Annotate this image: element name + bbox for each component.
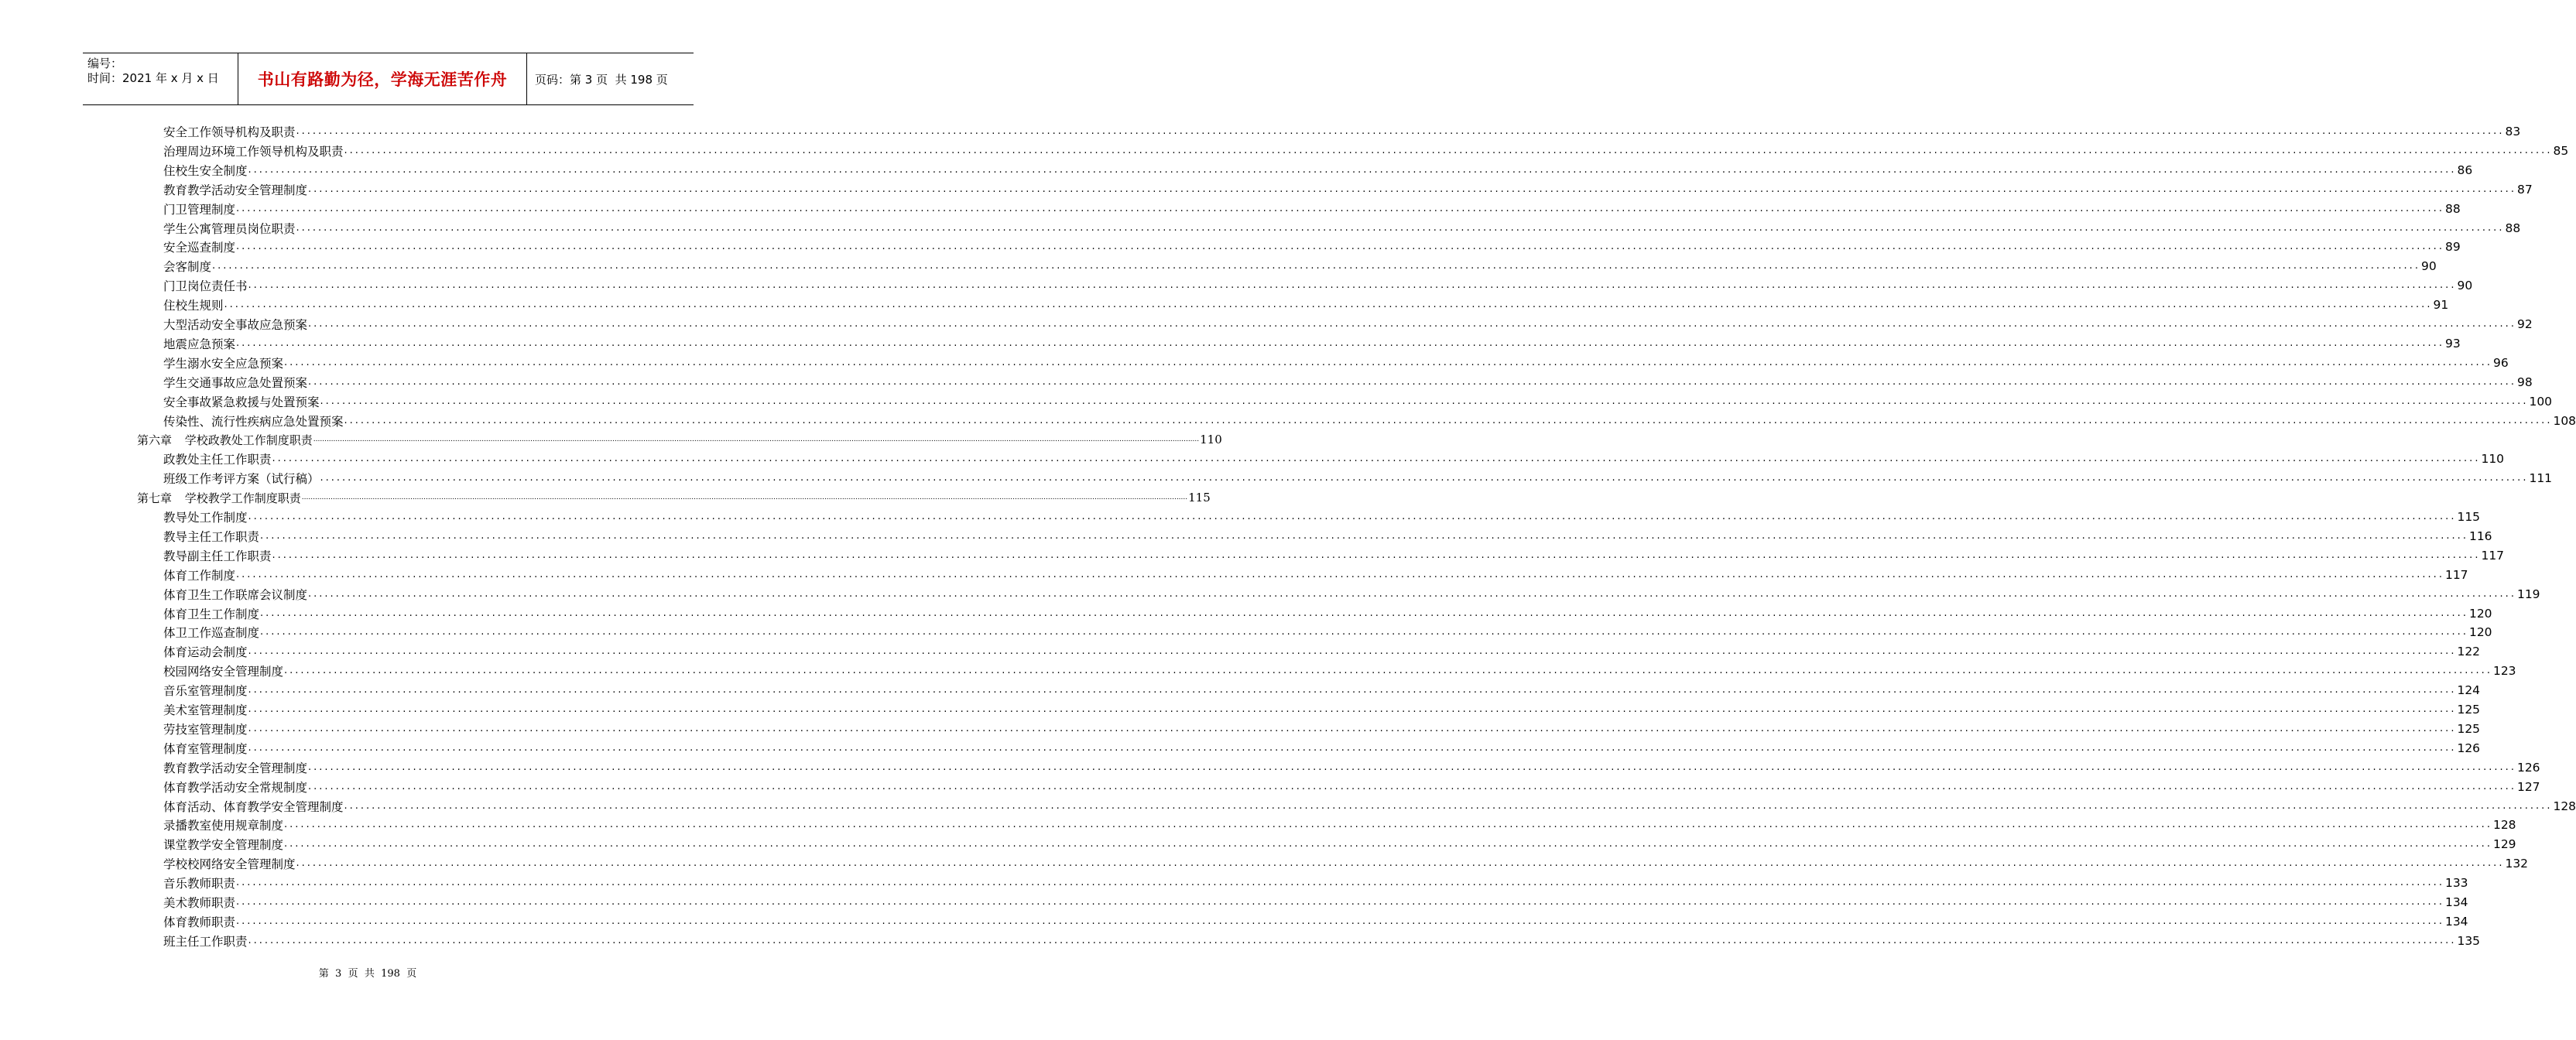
toc-entry[interactable] xyxy=(163,816,2516,834)
toc-entry-title: 体育工作制度 xyxy=(163,568,236,583)
toc-entry-page: 119 xyxy=(2516,587,2540,601)
toc-dot-leader: ................................................................................................................................................................................................................................................................................................................................................................................................................ xyxy=(248,722,2457,734)
footer-page-number: 第 3 页 共 198 页 xyxy=(318,968,417,980)
toc-entry-page: 133 xyxy=(2444,876,2468,891)
toc-entry-title: 校园网络安全管理制度 xyxy=(163,665,284,679)
page-footer xyxy=(0,965,735,980)
toc-dot-leader: ................................................................................................................................................................................................................................................................................................................................................................................................................ xyxy=(301,494,1188,502)
toc-entry-page: 90 xyxy=(2457,279,2473,293)
toc-entry-page: 125 xyxy=(2457,703,2481,717)
toc-dot-leader: ................................................................................................................................................................................................................................................................................................................................................................................................................ xyxy=(344,414,2553,426)
toc-entry[interactable] xyxy=(163,893,2468,912)
toc-dot-leader: ................................................................................................................................................................................................................................................................................................................................................................................................................ xyxy=(296,125,2505,137)
toc-dot-leader: ................................................................................................................................................................................................................................................................................................................................................................................................................ xyxy=(260,607,2468,619)
toc-entry-page: 116 xyxy=(2468,529,2492,543)
toc-dot-leader: ................................................................................................................................................................................................................................................................................................................................................................................................................ xyxy=(236,896,2444,908)
toc-entry-page: 115 xyxy=(2457,510,2481,524)
toc-entry-page: 123 xyxy=(2492,664,2516,679)
toc-entry-page: 111 xyxy=(2529,471,2553,486)
toc-entry-title: 体育教学活动安全常规制度 xyxy=(163,780,308,795)
toc-entry-title: 美术教师职责 xyxy=(163,896,236,910)
toc-entry[interactable] xyxy=(163,739,2481,758)
toc-dot-leader: ................................................................................................................................................................................................................................................................................................................................................................................................................ xyxy=(248,645,2457,658)
toc-entry-page: 108 xyxy=(2553,413,2576,428)
toc-dot-leader: ................................................................................................................................................................................................................................................................................................................................................................................................................ xyxy=(272,549,2481,561)
toc-dot-leader: ................................................................................................................................................................................................................................................................................................................................................................................................................ xyxy=(308,318,2516,330)
toc-entry-title: 体育教师职责 xyxy=(163,915,236,929)
toc-entry[interactable] xyxy=(163,469,2553,488)
toc-entry-page: 124 xyxy=(2457,683,2481,698)
toc-entry-page: 88 xyxy=(2505,221,2521,235)
toc-entry[interactable] xyxy=(163,758,2540,777)
toc-entry[interactable] xyxy=(163,854,2529,873)
toc-dot-leader: ................................................................................................................................................................................................................................................................................................................................................................................................................ xyxy=(272,453,2481,465)
toc-entry-title: 安全事故紧急救援与处置预案 xyxy=(163,395,320,409)
toc-entry[interactable] xyxy=(163,200,2461,218)
toc-entry-page: 117 xyxy=(2444,567,2468,582)
toc-entry-page: 87 xyxy=(2516,182,2533,197)
toc-entry-title: 安全工作领导机构及职责 xyxy=(163,125,296,139)
toc-entry[interactable] xyxy=(163,392,2553,411)
toc-entry[interactable] xyxy=(163,642,2481,661)
toc-entry-title: 班主任工作职责 xyxy=(163,934,248,949)
header-meta xyxy=(83,53,238,104)
page-header xyxy=(83,53,694,105)
toc-entry[interactable] xyxy=(163,932,2481,950)
toc-entry[interactable] xyxy=(163,450,2505,468)
toc-entry-title: 学生公寓管理员岗位职责 xyxy=(163,221,296,236)
toc-entry-title: 住校生安全制度 xyxy=(163,163,248,178)
toc-entry-title: 学生溺水安全应急预案 xyxy=(163,356,284,371)
toc-entry-page: 126 xyxy=(2457,741,2481,755)
document-date: 时间：2021 年 x 月 x 日 xyxy=(87,71,219,85)
toc-entry-title: 门卫管理制度 xyxy=(163,202,236,217)
toc-entry-page: 91 xyxy=(2433,298,2449,313)
toc-entry-page: 126 xyxy=(2516,760,2540,775)
toc-dot-leader: ................................................................................................................................................................................................................................................................................................................................................................................................................ xyxy=(308,375,2516,388)
toc-entry-page: 122 xyxy=(2457,645,2481,659)
toc-entry-page: 127 xyxy=(2516,779,2540,794)
toc-dot-leader: ................................................................................................................................................................................................................................................................................................................................................................................................................ xyxy=(224,299,2433,311)
toc-dot-leader: ................................................................................................................................................................................................................................................................................................................................................................................................................ xyxy=(248,163,2457,176)
toc-entry-title: 教导主任工作职责 xyxy=(163,529,260,544)
toc-entry[interactable] xyxy=(163,412,2576,430)
toc-entry-page: 120 xyxy=(2468,606,2492,621)
toc-dot-leader: ................................................................................................................................................................................................................................................................................................................................................................................................................ xyxy=(236,568,2444,580)
toc-entry-title: 教导处工作制度 xyxy=(163,511,248,525)
toc-entry-title: 教育教学活动安全管理制度 xyxy=(163,761,308,775)
toc-entry[interactable] xyxy=(163,778,2540,796)
header-motto: 书山有路勤为径，学海无涯苦作舟 xyxy=(238,53,527,104)
toc-dot-leader: ................................................................................................................................................................................................................................................................................................................................................................................................................ xyxy=(212,260,2420,272)
toc-entry[interactable] xyxy=(163,546,2505,565)
toc-dot-leader: ................................................................................................................................................................................................................................................................................................................................................................................................................ xyxy=(284,665,2492,677)
toc-entry[interactable] xyxy=(163,180,2533,199)
toc-entry[interactable] xyxy=(163,238,2461,256)
toc-entry[interactable] xyxy=(163,662,2516,680)
toc-entry[interactable] xyxy=(163,373,2533,392)
toc-entry-title: 劳技室管理制度 xyxy=(163,722,248,737)
toc-entry-page: 89 xyxy=(2444,240,2461,255)
toc-entry-title: 会客制度 xyxy=(163,260,212,275)
toc-dot-leader: ................................................................................................................................................................................................................................................................................................................................................................................................................ xyxy=(236,241,2444,253)
toc-dot-leader: ................................................................................................................................................................................................................................................................................................................................................................................................................ xyxy=(296,857,2505,870)
toc-dot-leader: ................................................................................................................................................................................................................................................................................................................................................................................................................ xyxy=(248,703,2457,715)
toc-dot-leader: ................................................................................................................................................................................................................................................................................................................................................................................................................ xyxy=(308,587,2516,600)
toc-dot-leader: ................................................................................................................................................................................................................................................................................................................................................................................................................ xyxy=(260,626,2468,638)
toc-entry-page: 128 xyxy=(2492,818,2516,833)
toc-entry[interactable] xyxy=(163,257,2437,275)
toc-entry[interactable] xyxy=(163,161,2473,180)
toc-entry[interactable] xyxy=(163,912,2468,931)
toc-entry-title: 音乐室管理制度 xyxy=(163,684,248,699)
toc-entry-page: 134 xyxy=(2444,914,2468,929)
toc-dot-leader: ................................................................................................................................................................................................................................................................................................................................................................................................................ xyxy=(320,472,2529,484)
toc-entry-page: 132 xyxy=(2505,857,2529,871)
toc-entry-title: 住校生规则 xyxy=(163,299,224,313)
toc-dot-leader: ................................................................................................................................................................................................................................................................................................................................................................................................................ xyxy=(344,144,2553,156)
toc-dot-leader: ................................................................................................................................................................................................................................................................................................................................................................................................................ xyxy=(248,279,2457,292)
toc-dot-leader: ................................................................................................................................................................................................................................................................................................................................................................................................................ xyxy=(260,529,2468,542)
toc-entry-page: 90 xyxy=(2420,259,2437,274)
toc-entry-title: 体育卫生工作制度 xyxy=(163,607,260,621)
toc-entry-page: 96 xyxy=(2492,355,2509,370)
header-page-info xyxy=(527,53,694,104)
toc-entry[interactable] xyxy=(163,142,2569,160)
toc-entry[interactable] xyxy=(163,219,2521,238)
toc-entry-title: 教导副主任工作职责 xyxy=(163,549,272,563)
toc-entry-title: 体卫工作巡查制度 xyxy=(163,626,260,641)
toc-entry-title: 体育卫生工作联席会议制度 xyxy=(163,587,308,602)
toc-entry-title: 安全巡查制度 xyxy=(163,241,236,255)
toc-entry[interactable] xyxy=(163,720,2481,738)
toc-entry-title: 美术室管理制度 xyxy=(163,703,248,717)
toc-entry-page: 93 xyxy=(2444,336,2461,351)
toc-entry[interactable] xyxy=(163,835,2516,854)
toc-entry[interactable] xyxy=(163,585,2540,604)
toc-entry-page: 125 xyxy=(2457,721,2481,736)
toc-entry-title: 大型活动安全事故应急预案 xyxy=(163,318,308,332)
toc-entry[interactable] xyxy=(163,681,2481,700)
toc-entry-title: 治理周边环境工作领导机构及职责 xyxy=(163,144,344,159)
toc-entry[interactable] xyxy=(163,354,2509,372)
toc-entry-title: 地震应急预案 xyxy=(163,337,236,351)
toc-dot-leader: ................................................................................................................................................................................................................................................................................................................................................................................................................ xyxy=(308,761,2516,773)
toc-entry-page: 100 xyxy=(2529,394,2553,409)
document-number-label: 编号： xyxy=(87,56,123,70)
toc-chapter-entry[interactable] xyxy=(137,488,1211,507)
toc-entry-title: 体育活动、体育教学安全管理制度 xyxy=(163,799,344,814)
toc-entry-page: 120 xyxy=(2468,625,2492,640)
toc-dot-leader: ................................................................................................................................................................................................................................................................................................................................................................................................................ xyxy=(236,877,2444,889)
toc-entry-page: 134 xyxy=(2444,895,2468,909)
toc-entry-title: 第六章 学校政教处工作制度职责 xyxy=(137,433,313,447)
toc-entry-page: 110 xyxy=(1200,433,1222,447)
toc-dot-leader: ................................................................................................................................................................................................................................................................................................................................................................................................................ xyxy=(248,684,2457,696)
toc-entry-title: 学生交通事故应急处置预案 xyxy=(163,375,308,390)
toc-dot-leader: ................................................................................................................................................................................................................................................................................................................................................................................................................ xyxy=(284,838,2492,850)
toc-entry-page: 115 xyxy=(1188,491,1211,505)
toc-entry[interactable] xyxy=(163,527,2492,546)
toc-entry[interactable] xyxy=(163,276,2473,295)
toc-dot-leader: ................................................................................................................................................................................................................................................................................................................................................................................................................ xyxy=(236,202,2444,214)
header-page-text: 页码：第 3 页 共 198 页 xyxy=(535,72,668,87)
toc-entry-title: 班级工作考评方案（试行稿） xyxy=(163,472,320,487)
toc-entry[interactable] xyxy=(163,700,2481,719)
toc-dot-leader: ................................................................................................................................................................................................................................................................................................................................................................................................................ xyxy=(308,183,2516,195)
toc-entry-title: 体育运动会制度 xyxy=(163,645,248,660)
toc-entry[interactable] xyxy=(163,566,2468,584)
toc-entry[interactable] xyxy=(163,623,2492,641)
toc-entry-page: 83 xyxy=(2505,125,2521,139)
toc-entry[interactable] xyxy=(163,797,2576,816)
toc-entry[interactable] xyxy=(163,604,2492,623)
toc-entry-page: 88 xyxy=(2444,201,2461,216)
toc-entry-title: 教育教学活动安全管理制度 xyxy=(163,183,308,197)
toc-chapter-entry[interactable] xyxy=(137,430,1222,449)
toc-dot-leader: ................................................................................................................................................................................................................................................................................................................................................................................................................ xyxy=(284,819,2492,831)
toc-dot-leader: ................................................................................................................................................................................................................................................................................................................................................................................................................ xyxy=(313,436,1200,444)
toc-dot-leader: ................................................................................................................................................................................................................................................................................................................................................................................................................ xyxy=(248,511,2457,522)
toc-entry-page: 110 xyxy=(2481,452,2505,467)
toc-entry-title: 体育室管理制度 xyxy=(163,741,248,756)
toc-dot-leader: ................................................................................................................................................................................................................................................................................................................................................................................................................ xyxy=(320,395,2529,407)
toc-dot-leader: ................................................................................................................................................................................................................................................................................................................................................................................................................ xyxy=(236,915,2444,927)
toc-dot-leader: ................................................................................................................................................................................................................................................................................................................................................................................................................ xyxy=(248,741,2457,754)
toc-entry-page: 129 xyxy=(2492,837,2516,852)
toc-dot-leader: ................................................................................................................................................................................................................................................................................................................................................................................................................ xyxy=(296,221,2505,234)
toc-dot-leader: ................................................................................................................................................................................................................................................................................................................................................................................................................ xyxy=(344,799,2553,812)
toc-entry-title: 课堂教学安全管理制度 xyxy=(163,838,284,853)
toc-entry-title: 政教处主任工作职责 xyxy=(163,453,272,467)
toc-dot-leader: ................................................................................................................................................................................................................................................................................................................................................................................................................ xyxy=(308,780,2516,792)
toc-entry-page: 135 xyxy=(2457,933,2481,948)
toc-entry-title: 第七章 学校教学工作制度职责 xyxy=(137,491,301,505)
toc-entry-page: 92 xyxy=(2516,317,2533,331)
toc-entry[interactable] xyxy=(163,334,2461,353)
toc-entry-page: 85 xyxy=(2553,143,2569,158)
toc-entry-title: 学校校网络安全管理制度 xyxy=(163,857,296,872)
toc-entry-title: 传染性、流行性疾病应急处置预案 xyxy=(163,414,344,429)
toc-entry-title: 录播教室使用规章制度 xyxy=(163,819,284,833)
toc-entry-page: 117 xyxy=(2481,548,2505,563)
toc-entry[interactable] xyxy=(163,315,2533,334)
toc-entry-title: 门卫岗位责任书 xyxy=(163,279,248,294)
toc-entry-page: 98 xyxy=(2516,375,2533,389)
toc-entry[interactable] xyxy=(163,122,2521,141)
toc-entry-page: 86 xyxy=(2457,162,2473,177)
toc-entry[interactable] xyxy=(163,508,2481,526)
toc-dot-leader: ................................................................................................................................................................................................................................................................................................................................................................................................................ xyxy=(248,934,2457,946)
toc-entry[interactable] xyxy=(163,874,2468,892)
toc-dot-leader: ................................................................................................................................................................................................................................................................................................................................................................................................................ xyxy=(236,337,2444,349)
toc-entry-page: 128 xyxy=(2553,799,2576,813)
toc-entry[interactable] xyxy=(163,296,2449,314)
toc-dot-leader: ................................................................................................................................................................................................................................................................................................................................................................................................................ xyxy=(284,356,2492,368)
toc-entry-title: 音乐教师职责 xyxy=(163,877,236,891)
